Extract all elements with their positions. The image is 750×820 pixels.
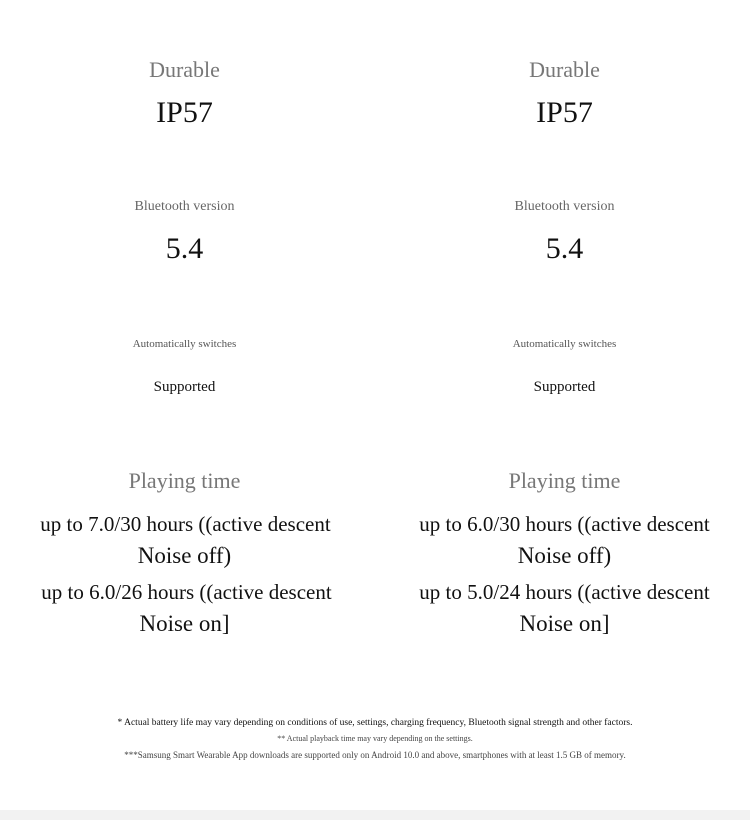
auto-switch-label: Automatically switches [512,338,617,350]
playing-time-line: up to 7.0/30 hours ((active descent [40,512,331,536]
playing-time-label: Playing time [128,468,241,493]
durable-value: IP57 [156,96,213,129]
durable-label: Durable [529,57,600,82]
playing-time-line: up to 6.0/26 hours ((active descent [41,580,332,604]
playing-time-line: Noise on] [139,611,230,636]
bluetooth-version-label: Bluetooth version [514,199,615,214]
playing-time-line: up to 5.0/24 hours ((active descent [419,580,710,604]
bluetooth-version-value: 5.4 [545,232,584,265]
footnotes [0,716,750,762]
durable-label: Durable [149,57,220,82]
playing-time-line: Noise on] [519,611,610,636]
durable-value: IP57 [536,96,593,129]
auto-switch-value: Supported [533,379,596,395]
bluetooth-version-label: Bluetooth version [134,199,235,214]
playing-time-line: up to 6.0/30 hours ((active descent [419,512,710,536]
footnote-app: ***Samsung Smart Wearable App downloads are supported only on Android 10.0 and above, smartphones with at least 1.5 GB of memory. [124,750,626,760]
spec-column-right [375,0,750,700]
playing-time-line: Noise off) [517,543,612,568]
footnote-battery: * Actual battery life may vary depending on conditions of use, settings, charging frequency, Bluetooth signal strength and other factors. [117,718,633,728]
playing-time-label: Playing time [508,468,621,493]
bluetooth-version-value: 5.4 [165,232,204,265]
playing-time-line: Noise off) [137,543,232,568]
auto-switch-label: Automatically switches [132,338,237,350]
auto-switch-value: Supported [153,379,216,395]
footnote-playback: ** Actual playback time may vary depending on the settings. [277,734,473,743]
footer-divider [0,810,750,820]
spec-column-left [0,0,375,700]
